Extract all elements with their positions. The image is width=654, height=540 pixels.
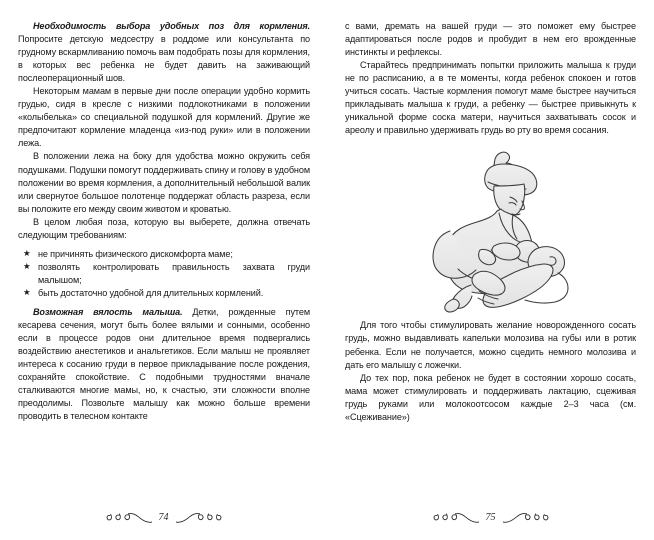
paragraph-text: Попросите детскую медсестру в роддоме или консультанта по грудному вскармливанию помочь вам подобрать позы для кормления, в которых вес ребенка не будет давить на заживающий послеоперационный шов.: [18, 34, 310, 84]
star-bullet-icon: ★: [23, 261, 31, 272]
left-page-text-column: [18, 20, 310, 423]
paragraph-text: В целом любая поза, которую вы выберете, должна отвечать следующим требованиям:: [18, 216, 310, 240]
paragraph: [345, 20, 636, 59]
paragraph-text: Для того чтобы стимулировать желание новорожденного сосать грудь, можно выдавливать капельки молозива на губы или в ротик ребенка. Если не получается, можно сцедить немного молозива и дать его малышу с ложечки.: [345, 320, 636, 370]
flourish-left-icon: [106, 510, 152, 526]
page-footer-right: [327, 508, 654, 528]
paragraph-text: Некоторым мамам в первые дни после операции удобно кормить грудью, сидя в кресле с низкими подлокотниками в положении «колыбелька» со специальной подушкой для кормлений. Другие же предпочитают кормление младенца «из-под руки» или в положении лежа.: [18, 86, 310, 149]
right-page-text-column-bottom: [345, 319, 636, 423]
paragraph-text: В положении лежа на боку для удобства можно окружить себя подушками. Подушки помогут поддерживать спину и голову в удобном положении во время кормления, а дополнительный небольшой валик или свернутое большое полотенце поддержат область разреза, если вы положите его между своим животом и кроватью.: [18, 151, 310, 214]
right-page-text-column-top: [345, 20, 636, 137]
paragraph: [18, 150, 310, 215]
right-page: [327, 0, 654, 540]
paragraph-text: с вами, дремать на вашей груди — это поможет ему быстрее адаптироваться после родов и пробудит в нем его врожденные инстинкты и рефлексы.: [345, 21, 636, 58]
list-item: [18, 287, 310, 300]
list-item-label: позволять контролировать правильность захвата груди малышом;: [38, 261, 310, 285]
paragraph: [345, 59, 636, 137]
list-item: [18, 261, 310, 287]
paragraph: [345, 319, 636, 371]
list-item: [18, 248, 310, 261]
star-bullet-icon: ★: [23, 248, 31, 259]
page-number: 74: [158, 512, 169, 523]
page-footer-left: [0, 508, 327, 528]
requirements-bullet-list: [18, 248, 310, 300]
paragraph-text: До тех пор, пока ребенок не будет в состоянии хорошо сосать, мама может стимулировать и поддерживать лактацию, сцеживая грудь руками или молокоотсосом каждые 2–3 часа (см. «Сцеживание»): [345, 372, 636, 422]
mother-and-baby-line-drawing: [398, 145, 584, 313]
flourish-right-icon: [176, 510, 222, 526]
run-in-heading: Возможная вялость малыша.: [33, 306, 183, 317]
paragraph: [18, 306, 310, 423]
paragraph: [18, 216, 310, 242]
paragraph: [18, 20, 310, 85]
paragraph: [18, 85, 310, 150]
run-in-heading: Необходимость выбора удобных поз для кормления.: [33, 21, 310, 31]
flourish-right-icon: [503, 510, 549, 526]
paragraph-text: Старайтесь предпринимать попытки приложить малыша к груди не по расписанию, а в те моменты, когда ребенок спокоен и готов учиться сосать. Частые кормления помогут маме быстрее научиться прикладывать малыша к груди, а ребенку — быстрее привыкнуть к уникальной форме соска матери, научиться захватывать сосок и ареолу и правильно удерживать грудь во рту во время сосания.: [345, 60, 636, 136]
list-item-label: не причинять физического дискомфорта маме;: [38, 248, 233, 259]
star-bullet-icon: ★: [23, 287, 31, 298]
list-item-label: быть достаточно удобной для длительных кормлений.: [38, 287, 264, 298]
paragraph: [345, 372, 636, 424]
illustration-mother-breastfeeding: [345, 143, 636, 315]
flourish-left-icon: [433, 510, 479, 526]
page-number: 75: [485, 512, 496, 523]
paragraph-text: Детки, рожденные путем кесарева сечения, могут быть более вялыми и сонными, особенно если в процессе родов они длительное время подвергались воздействию анестетиков и анальгетиков. Если малыш не проявляет интереса к сосанию груди в первое прикладывание после рождения, сохраняйте спокойствие. С подобными трудностями вначале сталкиваются многие мамы, но, к счастью, эти сложности вполне преодолимы. Позвольте малышу как можно больше времени проводить в телесном контакте: [18, 306, 310, 422]
